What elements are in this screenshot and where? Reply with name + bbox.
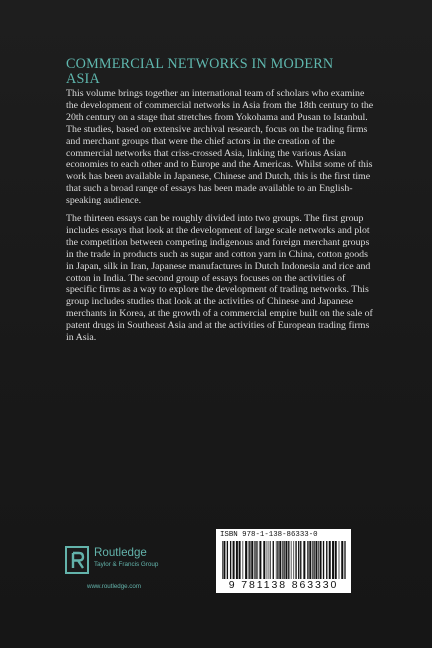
barcode-bar [312,541,313,579]
book-title: COMMERCIAL NETWORKS IN MODERN ASIA [66,56,334,87]
barcode-bar [295,541,296,579]
barcode-bar [257,541,258,579]
barcode-bar [222,541,223,579]
barcode-bar [223,541,225,579]
barcode-bar [288,541,289,579]
barcode-bar [323,541,324,579]
barcode-bar [283,541,284,579]
barcode-bar [236,541,238,579]
barcode-bars [222,541,346,579]
barcode-bar [245,541,247,579]
barcode-bar [259,541,261,579]
publisher-url[interactable]: www.routledge.com [87,583,141,590]
barcode-digits: 9 781138 863330 [228,579,339,591]
barcode-bar [298,541,299,579]
barcode-bar [233,541,235,579]
barcode-bar [230,541,231,579]
barcode-bar [277,541,278,579]
barcode-bar [254,541,255,579]
barcode-bar [239,541,241,579]
barcode-bar [345,541,346,579]
barcode-bar [344,541,345,579]
barcode-bar [251,541,253,579]
routledge-logo-icon [64,545,94,575]
isbn-barcode [216,529,351,593]
barcode-bar [335,541,337,579]
barcode-bar [341,541,343,579]
barcode-bar [279,541,281,579]
barcode-bar [303,541,305,579]
description-paragraph-1: This volume brings together an international team of scholars who examine the development of commercial networks in Asia from the 18th century to the 20th century on a stage that stretches from Yokohama and Pusan to Istanbul. The studies, based on extensive archival research, focus on the trading firms and merchant groups that were the chief actors in the creation of the commercial networks that criss-crossed Asia, linking the various Asian economies to each other and to Europe and the Americas. Whilst some of this work has been available in Japanese, Chinese and Dutch, this is the first time that such a broad range of essays has been made available to an English-speaking audience. [66,88,374,207]
barcode-bar [267,541,268,579]
barcode-bar [270,541,271,579]
barcode-bar [285,541,287,579]
barcode-bar [326,541,327,579]
barcode-bar [339,541,340,579]
barcode-bar [273,541,274,579]
publisher-logo [64,545,204,575]
barcode-bar [248,541,249,579]
barcode-bar [255,541,256,579]
barcode-bar [300,541,301,579]
barcode-bar [282,541,283,579]
barcode-bar [318,541,319,579]
description-paragraph-2: The thirteen essays can be roughly divided into two groups. The first group includes essays that look at the development of large scale networks and plot the competition between competing indigenous and foreign merchant groups in the trade in products such as sugar and cotton yarn in China, cotton goods in Japan, silk in Iran, Japanese manufactures in Dutch Indonesia and rice and cotton in India. The second group of essays focuses on the activities of specific firms as a way to explore the development of trading networks. This group includes studies that look at the activities of Chinese and Japanese merchants in Korea, at the growth of a commercial empire built on the sale of patent drugs in Southeast Asia and at the activities of European trading firms in Asia. [66,213,373,344]
barcode-bar [320,541,322,579]
barcode-bar [227,541,228,579]
barcode-bar [309,541,311,579]
barcode-bar [332,541,334,579]
barcode-bar [315,541,317,579]
barcode-bar [276,541,277,579]
barcode-bar [249,541,250,579]
publisher-group: Taylor & Francis Group [94,561,159,568]
barcode-bar [243,541,244,579]
barcode-bar [291,541,292,579]
barcode-bar [313,541,314,579]
barcode-bar [307,541,308,579]
barcode-bar [263,541,265,579]
barcode-bar [329,541,331,579]
isbn-label: ISBN 978-1-138-86333-0 [220,531,318,539]
barcode-bar [269,541,270,579]
publisher-name: Routledge [94,546,147,559]
barcode-bar [293,541,294,579]
